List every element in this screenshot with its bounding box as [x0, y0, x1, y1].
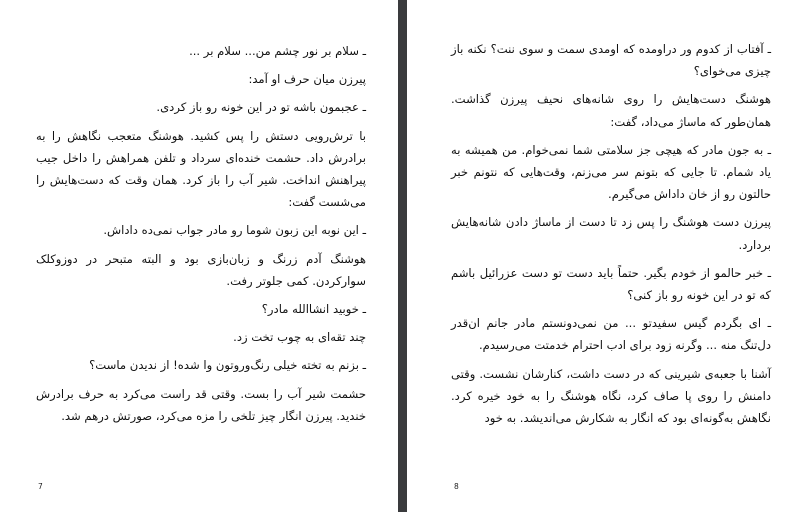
paragraph: پیرزن میان حرف او آمد: — [248, 72, 366, 87]
paragraph: ـ خبر حالمو از خودم بگیر. حتماً باید دست تو دست عزرائیل باشم که تو در این خونه رو باز کنی؟ — [451, 265, 771, 303]
book-gutter — [398, 0, 407, 512]
paragraph: ـ خوبید انشاالله مادر؟ — [261, 302, 366, 317]
paragraph: حشمت شیر آب را بست. وقتی قد راست می‌کرد به حرف برادرش خندید. پیرزن انگار چیز تلخی را مزه می‌کرد، صورتش درهم شد. — [36, 386, 366, 423]
paragraph: هوشنگ دست‌هایش را روی شانه‌های نحیف پیرزن گذاشت. همان‌طور که ماساژ می‌داد، گفت: — [451, 92, 771, 129]
paragraph: پیرزن دست هوشنگ را پس زد تا دست از ماساژ دادن شانه‌هایش بردارد. — [451, 215, 771, 252]
paragraph: ـ سلام بر نور چشم من... سلام بر ... — [189, 44, 366, 58]
paragraph: ـ به جون مادر که هیچی جز سلامتی شما نمی‌خوام. من همیشه به یاد شمام. تا جایی که بتونم سر می‌زنم، وقت‌هایی که نتونم خبر حالتون رو از خان داداش می‌گیرم. — [451, 142, 771, 202]
right-page-text — [451, 38, 771, 435]
paragraph: ـ بزنم به تخته خیلی رنگ‌وروتون وا شده! از ندیدن ماست؟ — [89, 358, 366, 373]
paragraph: چند تقه‌ای به چوب تخت زد. — [233, 330, 366, 345]
right-page — [407, 0, 793, 512]
paragraph: ـ آفتاب از کدوم ور دراومده که اومدی سمت و سوی ننت؟ نکنه باز چیزی می‌خوای؟ — [451, 42, 771, 79]
paragraph: ـ عجبمون باشه تو در این خونه رو باز کردی. — [156, 100, 366, 115]
page-number: 7 — [38, 482, 43, 491]
paragraph: ـ این نوبه این زبون شوما رو مادر جواب نمی‌ده داداش. — [103, 223, 366, 238]
left-page-text — [36, 40, 366, 433]
paragraph: هوشنگ آدم زرنگ و زبان‌بازی بود و البته متبحر در دوزوکلک سوارکردن. کمی جلوتر رفت. — [36, 251, 366, 288]
paragraph: ـ ای بگردم گیس سفیدتو ... من نمی‌دونستم مادر جانم ان‌قدر دل‌تنگ منه ... وگرنه زود برای ادب احترام خدمتت می‌رسیدم. — [451, 316, 771, 353]
paragraph: با ترش‌رویی دستش را پس کشید. هوشنگ متعجب نگاهش را به برادرش داد. حشمت خنده‌ای سرداد و تلفن همراهش را داخل جیب پیراهنش انداخت. شیر آب را باز کرد. همان وقت که دست‌هایش را می‌شست گفت: — [36, 128, 366, 210]
page-number: 8 — [454, 482, 459, 491]
paragraph: آشنا با جعبه‌ی شیرینی که در دست داشت، کنارشان نشست. وقتی دامنش را روی پا صاف کرد، نگاه هوشنگ را به خود خیره کرد. نگاهش به‌گونه‌ای بود که انگار به شکارش می‌اندیشد. به خود — [451, 366, 771, 426]
